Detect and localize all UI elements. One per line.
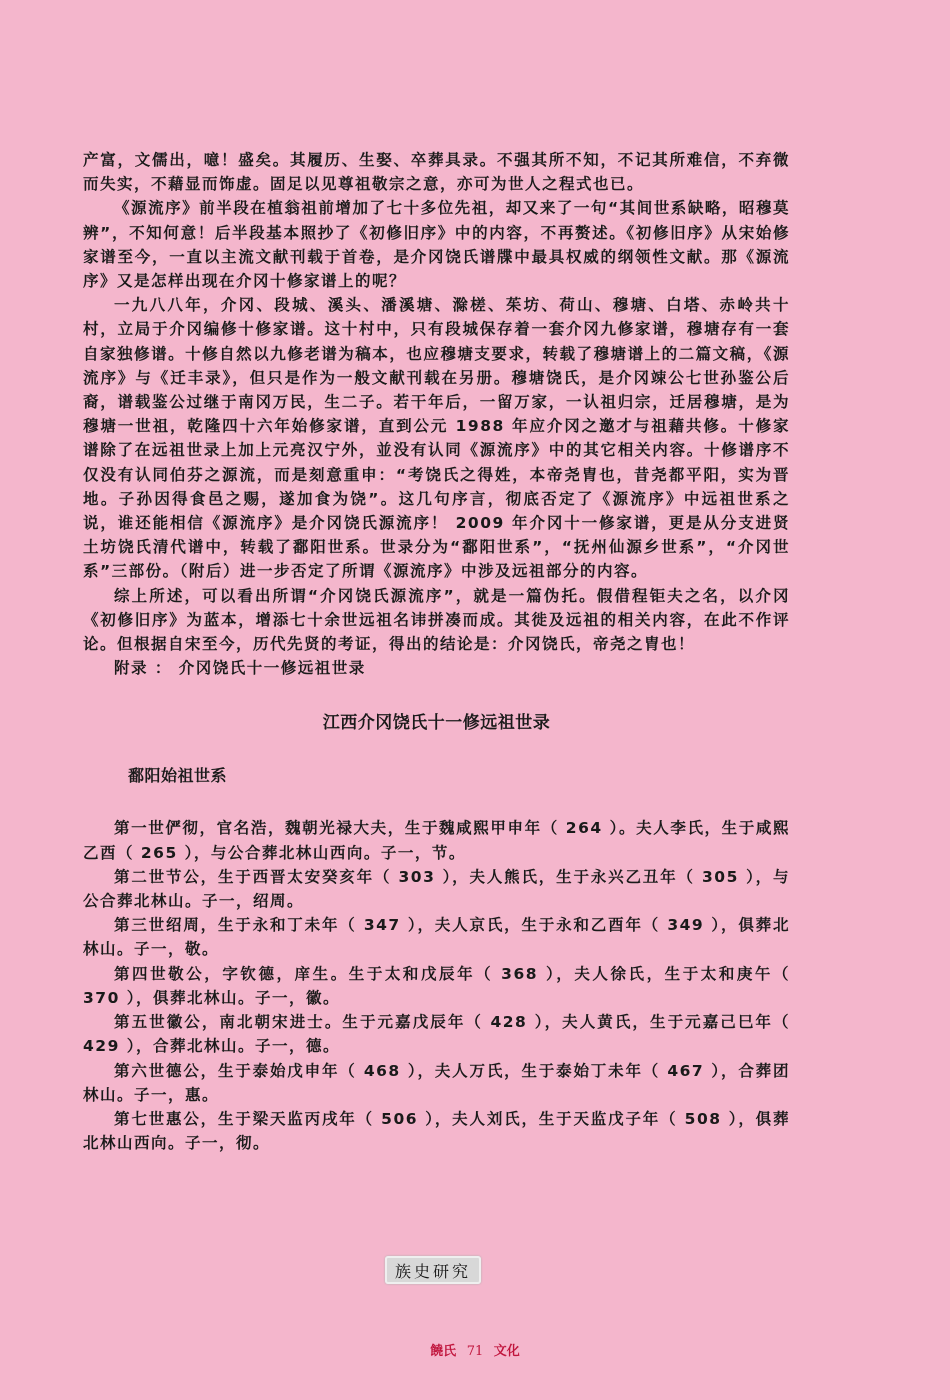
footer-left: 饒氏 — [430, 1344, 457, 1359]
generation-entry: 第三世绍周，生于永和丁未年（ 347 ），夫人京氏，生于永和乙酉年（ 349 ），俱葬北林山。子一，敬。 — [83, 916, 790, 959]
page-number: 71 — [466, 1344, 484, 1359]
sub-title: 鄱阳始祖世系 — [128, 766, 228, 786]
generation-entry: 第七世惠公，生于梁天监丙戌年（ 506 ），夫人刘氏，生于天监戊子年（ 508 ），俱葬北林山西向。子一，彻。 — [83, 1109, 790, 1153]
body-paragraph: 《源流序》前半段在植翁祖前增加了七十多位先祖，却又来了一句“其间世系缺略，昭穆莫辨”，不知何意！后半段基本照抄了《初修旧序》中的内容，不再赘述。《初修旧序》从宋始修家谱至今，一直以主流文献刊载于首卷，是介冈饶氏谱牒中最具权威的纲领性文献。那《源流序》又是怎样出现在介冈十修家谱上的呢？ — [83, 199, 790, 291]
generation-entry: 第六世德公，生于泰始戊申年（ 468 ），夫人万氏，生于泰始丁未年（ 467 ），合葬团林山。子一，惠。 — [83, 1061, 790, 1104]
generation-entry: 第五世徽公，南北朝宋进士。生于元嘉戊辰年（ 428 ），夫人黄氏，生于元嘉己巳年（ 429 ），合葬北林山。子一，德。 — [83, 1013, 790, 1056]
appendix-line: 附录 ： 介冈饶氏十一修远祖世录 — [114, 659, 366, 678]
main-content — [83, 148, 790, 1155]
generation-list — [83, 816, 790, 1155]
section-title: 江西介冈饶氏十一修远祖世录 — [322, 713, 551, 734]
body-paragraph: 一九八八年，介冈、段城、溪头、潘溪塘、滁槎、茱坊、荷山、穆塘、白塔、赤岭共十村，立局于介冈编修十修家谱。这十村中，只有段城保存着一套介冈九修家谱，穆塘存有一套自家独修谱。十修自然以九修老谱为稿本，也应穆塘支要求，转载了穆塘谱上的二篇文稿，《源流序》与《迁丰录》，但只是作为一般文献刊载在另册。穆塘饶氏，是介冈竦公七世孙鉴公后裔，谱载鉴公过继于南冈万民，生二子。若干年后，一留万家，一认祖归宗，迁居穆塘，是为穆塘一世祖，乾隆四十六年始修家谱，直到公元 1988 年应介冈之邀才与祖藉共修。十修家谱除了在远祖世录上加上元亮汉宁外，並没有认同《源流序》中的其它相关内容。十修谱序不仅没有认同伯芬之源流，而是刻意重申：“考饶氏之得姓，本帝尧胄也，昔尧都平阳，实为晋地。子孙因得食邑之赐，遂加食为饶”。这几句序言，彻底否定了《源流序》中远祖世系之说，谁还能相信《源流序》是介冈饶氏源流序！ 2009 年介冈十一修家谱，更是从分支进贤土坊饶氏清代谱中，转载了鄱阳世系。世录分为“鄱阳世系”，“抚州仙源乡世系”，“介冈世系”三部份。（附后）进一步否定了所谓《源流序》中涉及远祖部分的内容。 — [83, 296, 790, 581]
footer-right: 文化 — [493, 1344, 520, 1359]
generation-entry: 第一世俨彻，官名浩，魏朝光禄大夫，生于魏咸熙甲申年（ 264 ）。夫人李氏，生于咸熙乙酉（ 265 ），与公合葬北林山西向。子一，节。 — [83, 819, 790, 862]
generation-entry: 第二世节公，生于西晋太安癸亥年（ 303 ），夫人熊氏，生于永兴乙丑年（ 305 ），与公合葬北林山。子一，绍周。 — [83, 867, 790, 911]
column-stamp: 族史研究 — [385, 1256, 481, 1284]
generation-entry: 第四世敬公，字钦德，庠生。生于太和戊辰年（ 368 ），夫人徐氏，生于太和庚午（ 370 ），俱葬北林山。子一，徽。 — [83, 964, 790, 1007]
body-paragraph: 综上所述，可以看出所谓“介冈饶氏源流序”，就是一篇伪托。假借程钜夫之名，以介冈《初修旧序》为蓝本，增添七十余世远祖名讳拼凑而成。其徙及远祖的相关内容，在此不作评论。但根据自宋至今，历代先贤的考证，得出的结论是：介冈饶氏，帝尧之胄也！ — [83, 586, 790, 654]
body-paragraph: 产富，文儒出，噫！盛矣。其履历、生娶、卒葬具录。不强其所不知，不记其所难信，不弃微而失实，不藉显而饰虚。固足以见尊祖敬宗之意，亦可为世人之程式也已。 — [83, 151, 790, 194]
page-footer — [0, 1340, 950, 1359]
